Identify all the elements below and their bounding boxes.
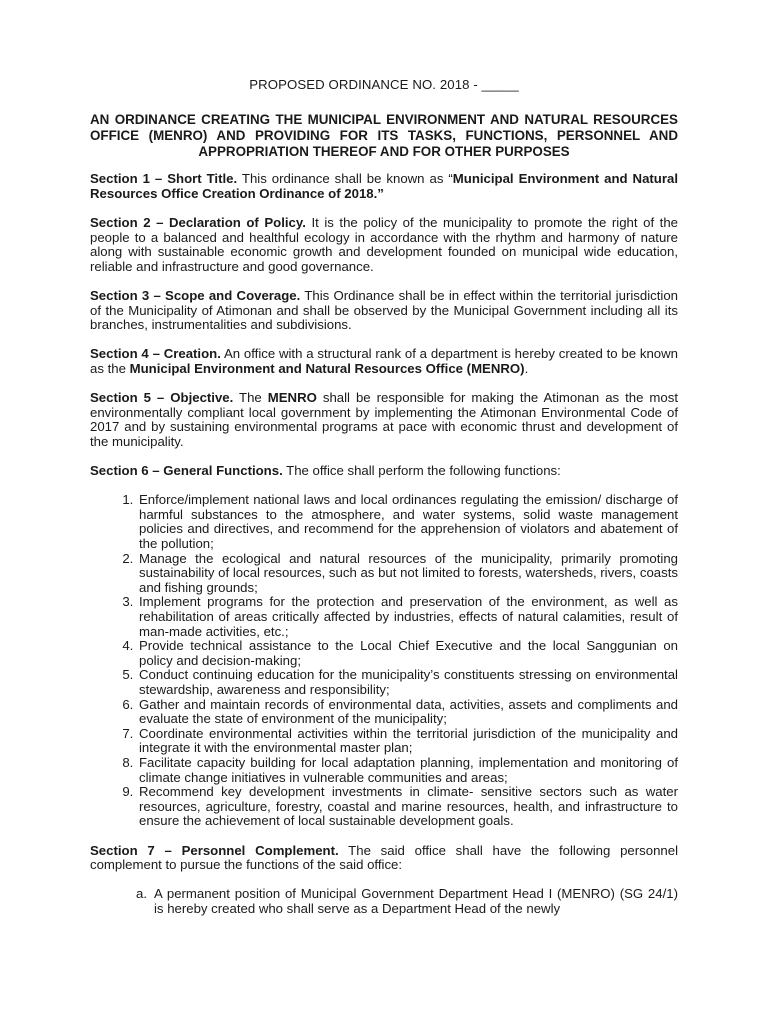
- office-name: Municipal Environment and Natural Resources Office (MENRO): [129, 360, 525, 376]
- section-text: This Ordinance shall be in effect within the territorial jurisdiction of the Municipality of Atimonan and shall be observed by the Municipal Government including all its branches, instrumentalities and subdivisions.: [90, 287, 678, 333]
- section-heading: Section 2 – Declaration of Policy.: [90, 214, 306, 230]
- section-text: An office with a structural rank of a department is hereby created to be known as the: [90, 346, 678, 376]
- ordinance-title: AN ORDINANCE CREATING THE MUNICIPAL ENVIRONMENT AND NATURAL RESOURCES OFFICE (MENRO) AND PROVIDING FOR ITS TASKS, FUNCTIONS, PERSONNEL AND APPROPRIATION THEREOF AND FOR OTHER PURPOSES: [90, 111, 678, 159]
- office-acronym: MENRO: [267, 390, 317, 406]
- list-item: 4. Provide technical assistance to the Local Chief Executive and the local Sanggunian on policy and decision-making;: [137, 639, 678, 668]
- ordinance-short-title: Municipal Environment and Natural Resources Office Creation Ordinance of 2018.”: [90, 171, 678, 201]
- section-4-creation: [90, 347, 678, 376]
- ordinance-page: [90, 78, 678, 916]
- section-text-end: shall be responsible for making the Atimonan as the most environmentally compliant local government by implementing the Atimonan Environmental Code of 2017 and by sustaining environmental programs at pace with economic thrust and development of the municipality.: [90, 390, 678, 449]
- section-heading: Section 4 – Creation.: [90, 346, 221, 362]
- ordinance-number: PROPOSED ORDINANCE NO. 2018 - _____: [249, 77, 519, 92]
- list-item: 7. Coordinate environmental activities within the territorial jurisdiction of the municipality and integrate it with the environmental master plan;: [137, 727, 678, 756]
- section-text-end: .: [524, 360, 529, 376]
- section-text: The office shall perform the following functions:: [282, 463, 561, 479]
- section-heading: Section 7 – Personnel Complement.: [90, 842, 339, 858]
- list-item: 1. Enforce/implement national laws and local ordinances regulating the emission/ discharge of harmful substances to the atmosphere, and water systems, solid waste management policies and directives, and recommend for the apprehension of violators and abatement of the pollution;: [137, 493, 678, 551]
- list-marker: a.: [136, 886, 147, 902]
- list-item: 6. Gather and maintain records of environmental data, activities, assets and compliments and evaluate the state of environment of the municipality;: [137, 698, 678, 727]
- list-item: 8. Facilitate capacity building for local adaptation planning, implementation and monitoring of climate change initiatives in vulnerable communities and areas;: [137, 756, 678, 785]
- list-item: [136, 887, 678, 916]
- section-7-personnel-complement: [90, 844, 678, 873]
- section-text: The: [233, 390, 268, 406]
- section-heading: Section 1 – Short Title.: [90, 171, 238, 187]
- section-6-general-functions: [90, 464, 678, 479]
- section-heading: Section 3 – Scope and Coverage.: [90, 287, 301, 303]
- section-heading: Section 6 – General Functions.: [90, 463, 283, 479]
- list-item: 5. Conduct continuing education for the municipality’s constituents stressing on environmental stewardship, awareness and responsibility;: [137, 668, 678, 697]
- list-item: 2. Manage the ecological and natural resources of the municipality, primarily promoting sustainability of local resources, such as but not limited to forests, watersheds, rivers, coasts and fishing grounds;: [137, 552, 678, 596]
- personnel-list: [90, 887, 678, 916]
- list-item-text: A permanent position of Municipal Government Department Head I (MENRO) (SG 24/1) is hereby created who shall serve as a Department Head of the newly: [154, 886, 678, 916]
- list-item: 3. Implement programs for the protection and preservation of the environment, as well as rehabilitation of areas critically affected by industries, effects of natural calamities, result of man-made activities, etc.;: [137, 595, 678, 639]
- section-text: The said office shall have the following personnel complement to pursue the functions of the said office:: [90, 842, 679, 873]
- functions-list: [90, 493, 678, 829]
- section-text: This ordinance shall be known as “: [237, 171, 453, 187]
- section-heading: Section 5 – Objective.: [90, 390, 234, 406]
- section-text: It is the policy of the municipality to promote the right of the people to a balanced and healthful ecology in accordance with the rhythm and harmony of nature along with sustainable economic growth and development founded on municipal wide education, reliable and infrastructure and good governance.: [90, 214, 678, 274]
- section-1-short-title: [90, 172, 678, 201]
- section-3-scope-and-coverage: [90, 289, 678, 333]
- section-5-objective: [90, 391, 678, 449]
- section-2-declaration-of-policy: [90, 216, 678, 274]
- list-item: 9. Recommend key development investments in climate- sensitive sectors such as water resources, agriculture, forestry, coastal and marine resources, health, and infrastructure to ensure the achievement of local sustainable development goals.: [137, 785, 678, 829]
